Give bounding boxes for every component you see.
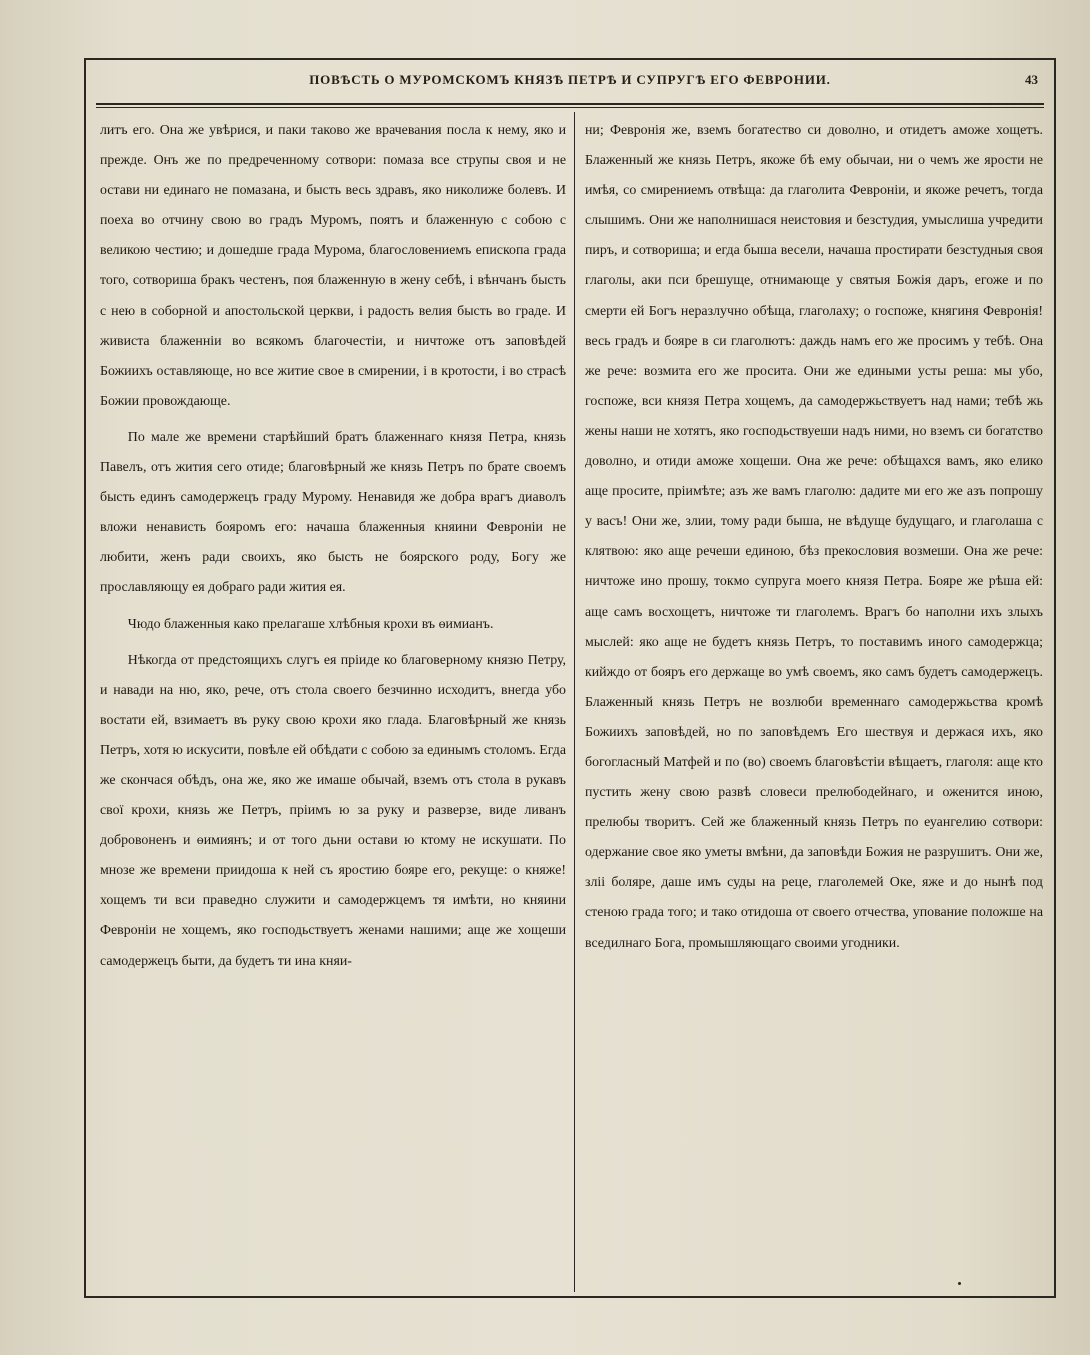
paragraph-right: ни; Февронiя же, вземъ богатество си доволно, и отидетъ аможе хощетъ. Блаженный же князь Петръ, якоже бѣ ему обычаи, ни о чемъ же ярости не имѣя, со смирениемъ отвѣща: да глаголита Февронiи, и якоже речетъ, тогда слышимъ. Они же наполнишася неистовия и безстудия, умыслиша учредити пиръ, и сотвориша; и егда быша весели, начаша простирати безстудныя своя глаголы, аки пси брешуще, отнимающе у святыя Божiя даръ, егоже и по смерти ей Богъ неразлучно обѣща, глаголаху; о госпоже, княгиня Февронiя! весь градъ и бояре в си глаголютъ: даждь намъ его же просимъ у тебѣ. Она же рече: возмита его же просита. Они же едиными усты реша: мы убо, госпоже, вси князя Петра хощемъ, да самодержьствуетъ над нами; тебѣ жь жены наши не хотятъ, яко господьствуеши надъ ними, но вземъ си богатство доволно, и отиди аможе хощеши. Она же рече: обѣщахся вамъ, яко елико аще просите, прiимѣте; азъ же вамъ глаголю: дадите ми его же азъ попрошу у васъ! Они же, злии, тому ради быша, не вѣдуще будущаго, и глаголаша с клятвою: яко аще речеши единою, бѣз прекословия возмеши. Она же рече: ничтоже ино прошу, токмо супруга моего князя Петра. Бояре же рѣша ей: аще самъ восхощетъ, ничтоже ти глаголемъ. Врагъ бо наполни ихъ злыхъ мыслей: яко аще не будетъ князь Петръ, то поставимъ иного самодержца; кийждо от бояръ его держаще во умѣ своемъ, яко самъ будетъ самодержецъ. Блаженный князь Петръ не возлюби временнаго самодержьства кромѣ Божиихъ заповѣдей, но по заповѣдемъ Его шествуя и держася ихъ, яко богогласный Матфей и по (во) своемъ благовѣстiи вѣщаетъ, глаголя: аще кто пустить жену свою развѣ словеси прелюбодейнаго, и оженится иною, прелюбы творитъ. Сей же блаженный князь Петръ по еуангелию сотвори: одержание свое яко уметы вмѣни, да заповѣди Божия не разрушитъ. Они же, злii боляре, даше имъ суды на реце, глаголемей Оке, яже и до нынѣ под стеною града того; и тако отидоша от своего отчества, упование положше на вседилнаго Бога, промышляющаго своими угодники. — [585, 123, 1043, 951]
miracle-heading: Чюдо блаженныя како прелагаше хлѣбныя крохи въ ѳимианъ. — [127, 616, 494, 632]
header-double-rule — [96, 103, 1044, 108]
paragraph-continuation: литъ его. Она же увѣрися, и паки таково же врачевания посла к нему, яко и прежде. Онъ же по предреченному сотвори: помаза все струпы своя и не остави ни единаго не помазана, и бысть весь здравъ, яко николиже болевъ. И поеха во отчину свою во градъ Муромъ, поятъ и блаженную с собою с великою честию; и дошедше града Мурома, благословениемъ епископа града того, сотвориша бракъ честенъ, поя блаженную в жену себѣ, і вѣнчанъ бысть с нею в соборной и апостольской церкви, і радость велия бысть во граде. И живиста блаженнiи во всякомъ благочестiи, и ничтоже отъ заповѣдей Божиихъ оставляюще, но все житие свое в смирении, і в кротости, і во страсѣ Божии провождающе. — [100, 123, 566, 409]
column-divider — [574, 112, 575, 1292]
page-frame — [84, 58, 1056, 1298]
left-text-column — [100, 116, 566, 1286]
ink-speck — [958, 1282, 961, 1285]
paragraph-miracle: Нѣкогда от предстоящихъ слугъ ея прiиде ко благоверному князю Петру, и навади на ню, яко, рече, отъ стола своего безчинно исходитъ, внегда убо востати ей, взимаетъ въ руку свою крохи яко глада. Благовѣрный же князь Петръ, хотя ю искусити, повѣле ей обѣдати с собою за единымъ столомъ. Егда же скончася обѣдъ, она же, яко же имаше обычай, вземъ отъ стола в рукавъ свої крохи, князь же Петръ, прiимъ ю за руку и разверзе, виде ливанъ добровоненъ и ѳимиянъ; и от того дьни остави ю ктому не искушати. По мнозе же времени приидоша к ней съ яростию бояре его, рекуще: о княже! хощемъ ти вси праведно служити и самодержцемъ тя имѣти, но княини Февронiи не хощемъ, яко господьствуетъ женами нашими; аще же хощеши самодержецъ быти, да будетъ ти ина княи- — [100, 652, 566, 969]
paragraph-brother-death: По мале же времени старѣйший братъ блаженнаго князя Петра, князь Павелъ, отъ жития сего отиде; благовѣрный же князь Петръ по брате своемъ бысть единъ самодержецъ граду Мурому. Ненавидя же добра врагъ диаволъ вложи ненависть бояромъ его: начаша блаженныя княини Февронiи не любити, женъ ради своихъ, яко бысть не боярского роду, Богу же прославляющу ея добраго ради жития ея. — [100, 429, 566, 596]
running-title: ПОВѢСТЬ О МУРОМСКОМЪ КНЯЗѢ ПЕТРѢ И СУПРУГѢ ЕГО ФЕВРОНИИ. — [309, 72, 831, 87]
page-number: 43 — [1025, 72, 1038, 87]
right-text-column — [585, 116, 1043, 1286]
